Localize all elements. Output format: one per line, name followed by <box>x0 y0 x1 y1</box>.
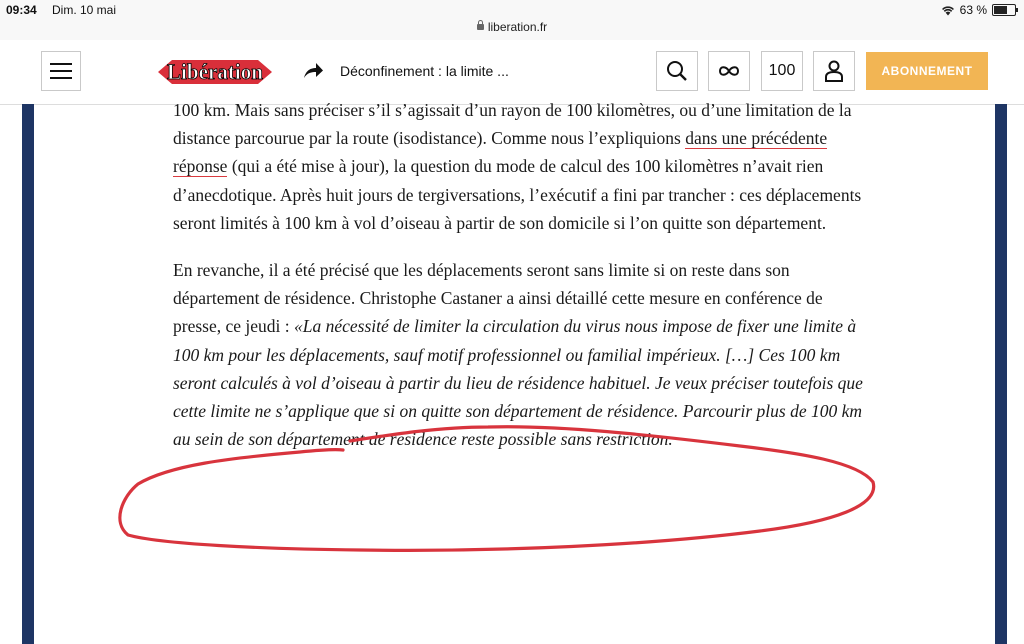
infinity-button[interactable] <box>708 51 750 91</box>
account-button[interactable] <box>813 51 855 91</box>
logo-text: Libération <box>167 59 263 84</box>
battery-percent: 63 % <box>959 3 987 17</box>
article-paragraph <box>173 96 873 237</box>
paragraph-text: (qui a été mise à jour), la question du mode de calcul des 100 kilomètres n’avait rien d’anecdotique. Après huit jours de tergiversations, l’exécutif a fini par trancher : ces déplacements seront limités à 100 km à vol d’oiseau à partir de son domicile si l’on quitte son département. <box>173 156 862 233</box>
status-date: Dim. 10 mai <box>52 3 117 17</box>
paragraph-text: 100 km. Mais sans préciser s’il s’agissait d’un rayon de 100 kilomètres, ou d’une limitation de la distance parcourue par la route (isodistance). Comme nous l’expliquions <box>173 100 852 149</box>
status-time: 09:34 <box>6 3 37 17</box>
article-title[interactable]: Déconfinement : la limite ... <box>340 63 509 79</box>
previous-answer-link[interactable]: dans une précédente réponse <box>173 128 828 177</box>
paragraph-text: En revanche, il a été précisé que les déplacements seront sans limite si on reste dans son département de résidence. Christophe Castaner a ainsi détaillé cette mesure en conférence de presse, ce jeudi : <box>173 260 823 337</box>
article-body <box>173 96 873 453</box>
subscribe-button[interactable]: ABONNEMENT <box>866 52 988 90</box>
address-bar[interactable] <box>0 20 1024 34</box>
share-arrow-icon[interactable] <box>302 61 324 81</box>
hamburger-icon <box>50 63 72 65</box>
page-border-left <box>22 104 34 644</box>
menu-button[interactable] <box>41 51 81 91</box>
castaner-quote: «La nécessité de limiter la circulation du virus nous impose de fixer une limite à 100 km pour les déplacements, sauf motif professionnel ou familial impérieux. […] Ces 100 km seront calculés à vol d’oiseau à partir du lieu de résidence habituel. Je veux préciser toutefois que cette limite ne s’applique que si on quitte son département de résidence. Parcourir plus de 100 km au sein de son département de résidence reste possible sans restriction. <box>173 316 863 450</box>
user-icon <box>824 60 844 82</box>
url-text: liberation.fr <box>487 20 548 34</box>
search-icon <box>666 60 688 82</box>
status-right <box>941 3 1016 17</box>
page-border-right <box>995 104 1007 644</box>
counter-button[interactable]: 100 <box>761 51 803 91</box>
liberation-logo[interactable] <box>158 54 272 88</box>
wifi-icon <box>941 5 955 16</box>
article-paragraph <box>173 256 873 453</box>
infinity-icon <box>716 64 742 78</box>
status-bar <box>0 0 1024 40</box>
search-button[interactable] <box>656 51 698 91</box>
battery-icon <box>992 4 1016 16</box>
lock-icon <box>477 24 484 30</box>
battery-fill <box>994 6 1007 14</box>
